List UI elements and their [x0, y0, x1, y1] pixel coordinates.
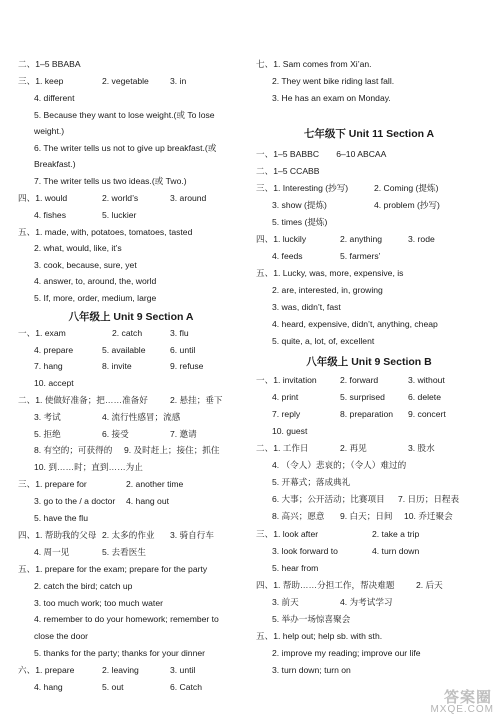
answer-line: 10. 到……时；直到……为止: [34, 462, 143, 472]
answer-line: 2. catch the bird; catch up: [34, 581, 133, 591]
answer-line: 一、1–5 BABBC 6–10 ABCAA: [256, 149, 387, 159]
answer-line: 3. turn down; turn on: [272, 665, 351, 675]
answer-line: 5. have the flu: [34, 513, 88, 523]
answer-line: 5. 举办一场惊喜聚会: [272, 614, 351, 624]
watermark-logo-text: 答案圈: [443, 689, 492, 706]
answer-line: 二、1–5 CCABB: [256, 166, 320, 176]
answer-line: 5. hear from: [272, 563, 319, 573]
answer-line: 五、1. help out; help sb. with sth.: [256, 631, 383, 641]
watermark-url: MXQE.COM: [430, 703, 494, 715]
answer-line: 4. answer, to, around, the, world: [34, 276, 157, 286]
watermark-logo: [412, 689, 494, 715]
answer-line: 6. The writer tells us not to give up breakfast.(或: [34, 143, 217, 153]
answer-line: 10. accept: [34, 378, 74, 388]
answer-line: 4. （令人）悲哀的；（令人）难过的: [272, 460, 407, 470]
answer-line: 2. improve my reading; improve our life: [272, 648, 421, 658]
answer-line: 5. 开幕式；落成典礼: [272, 477, 351, 487]
answer-line: 3. too much work; too much water: [34, 598, 163, 608]
answer-line: 3. was, didn’t, fast: [272, 302, 341, 312]
answer-line: weight.): [34, 126, 65, 136]
answer-line: close the door: [34, 631, 88, 641]
answer-line: 5. times (提炼): [272, 217, 328, 227]
answer-line: 10. guest: [272, 426, 308, 436]
answer-line: 五、1. prepare for the exam; prepare for the party: [18, 564, 208, 574]
section-heading: 八年级上 Unit 9 Section A: [68, 311, 194, 323]
answer-line: 2. what, would, like, it’s: [34, 243, 122, 253]
answer-line: 七、1. Sam comes from Xi’an.: [256, 59, 372, 69]
answer-line: 5. If, more, order, medium, large: [34, 293, 157, 303]
answer-line: 4. heard, expensive, didn’t, anything, cheap: [272, 319, 438, 329]
answer-line: 二、1–5 BBABA: [18, 59, 81, 69]
answer-line: 7. The writer tells us two ideas.(或 Two.): [34, 176, 187, 186]
answer-line: 5. Because they want to lose weight.(或 To lose: [34, 110, 215, 120]
answer-line: 3. He has an exam on Monday.: [272, 93, 391, 103]
answer-line: 2. They went bike riding last fall.: [272, 76, 395, 86]
answer-line: 5. quite, a, lot, of, excellent: [272, 336, 375, 346]
answer-line: 五、1. Lucky, was, more, expensive, is: [256, 268, 404, 278]
section-heading: 七年级下 Unit 11 Section A: [303, 128, 435, 140]
answer-line: 3. cook, because, sure, yet: [34, 260, 137, 270]
answer-line: 五、1. made, with, potatoes, tomatoes, tasted: [18, 227, 193, 237]
answer-line: 4. different: [34, 93, 75, 103]
answer-line: Breakfast.): [34, 159, 76, 169]
answer-key-page: 二、1–5 BBABA 三、1. keep 2. vegetable 3. in 4. different 5. Because they want to lose weight.(或 To lose weight.) 6. The writer tells us not to give up breakfast.(或 Breakfast.) 7. The writer tells us two ideas.(或 Two.) 四、1. would 2. world’s 3. around 4. fishes 5. luckier 五、1. made, with, potatoes, tomatoes, tasted 2. what, would, like, it’s 3. cook, because, sure, yet 4. answer, to, around, the, world 5. If, more, order, medium, large 八年级上 Unit 9 Section A 一、1. exam 2. catch 3. flu 4. prepare 5. available 6. until 7. hang 8. invite 9. refuse 10. accept 二、1. 使做好准备；把……准备好 2. 悬挂；垂下 3. 考试 4. 流行性感冒；流感 5. 拒绝 6. 接受 7. 邀请 8. 有空的；可获得的 9. 及时赶上；接住；抓住 10. 到……时；直到……为止 三、1. prepare for 2. another time 3. go to the / a doctor 4. hang out 5. have the flu 四、1. 帮助我的父母 2. 太多的作业 3. 骑自行车 4. 周一见 5. 去看医生 五、1. prepare for the exam; prepare for the party 2. catch the bird; catch up 3. too much work; too much water 4. remember to do your homework; remember to close the door 5. thanks for the party; thanks for your dinner 六、1. prepare 2. leaving 3. until 4. hang 5. out 6. Catch 七、1. Sam comes from Xi’an. 2. They went bike riding last fall. 3. He has an exam on Monday. 七年级下 Unit 11 Section A 一、1–5 BABBC 6–10 ABCAA 二、1–5 CCABB 三、1. Interesting (抄写) 2. Coming (提炼) 3. show (提炼) 4. problem (抄写) 5. times (提炼) 四、1. luckily 2. anything 3. rode 4. feeds 5. farmers’ 五、1. Lucky, was, more, expensive, is 2. are, interested, in, growing 3. was, didn’t, fast 4. heard, expensive, didn’t, anything, cheap 5. quite, a, lot, of, excellent 八年级上 Unit 9 Section B 一、1. invitation 2. forward 3. without 4. print 5. surprised 6. delete 7. reply 8. preparation 9. concert 10. guest 二、1. 工作日 2. 再见 3. 股水 4. （令人）悲哀的；（令人）难过的 5. 开幕式；落成典礼 6. 大事；公开活动；比赛项目 7. 日历；日程表 8. 高兴；愿意 9. 白天；日间 10. 乔迁聚会 三、1. look after 2. take a trip 3. look forward to 4. turn down 5. hear from 四、1. 帮助……分担工作，帮决难题 2. 后天 3. 前天 4. 为考试学习 5. 举办一场惊喜聚会 五、1. help out; help sb. with sth. 2. improve my reading; improve our life 3. turn down; turn on 答案圈 MXQE.COM: [18, 59, 494, 715]
section-heading: 八年级上 Unit 9 Section B: [306, 356, 432, 368]
answer-line: 5. thanks for the party; thanks for your dinner: [34, 648, 206, 658]
answer-line: 2. are, interested, in, growing: [272, 285, 383, 295]
answer-line: 4. remember to do your homework; remember to: [34, 614, 219, 624]
